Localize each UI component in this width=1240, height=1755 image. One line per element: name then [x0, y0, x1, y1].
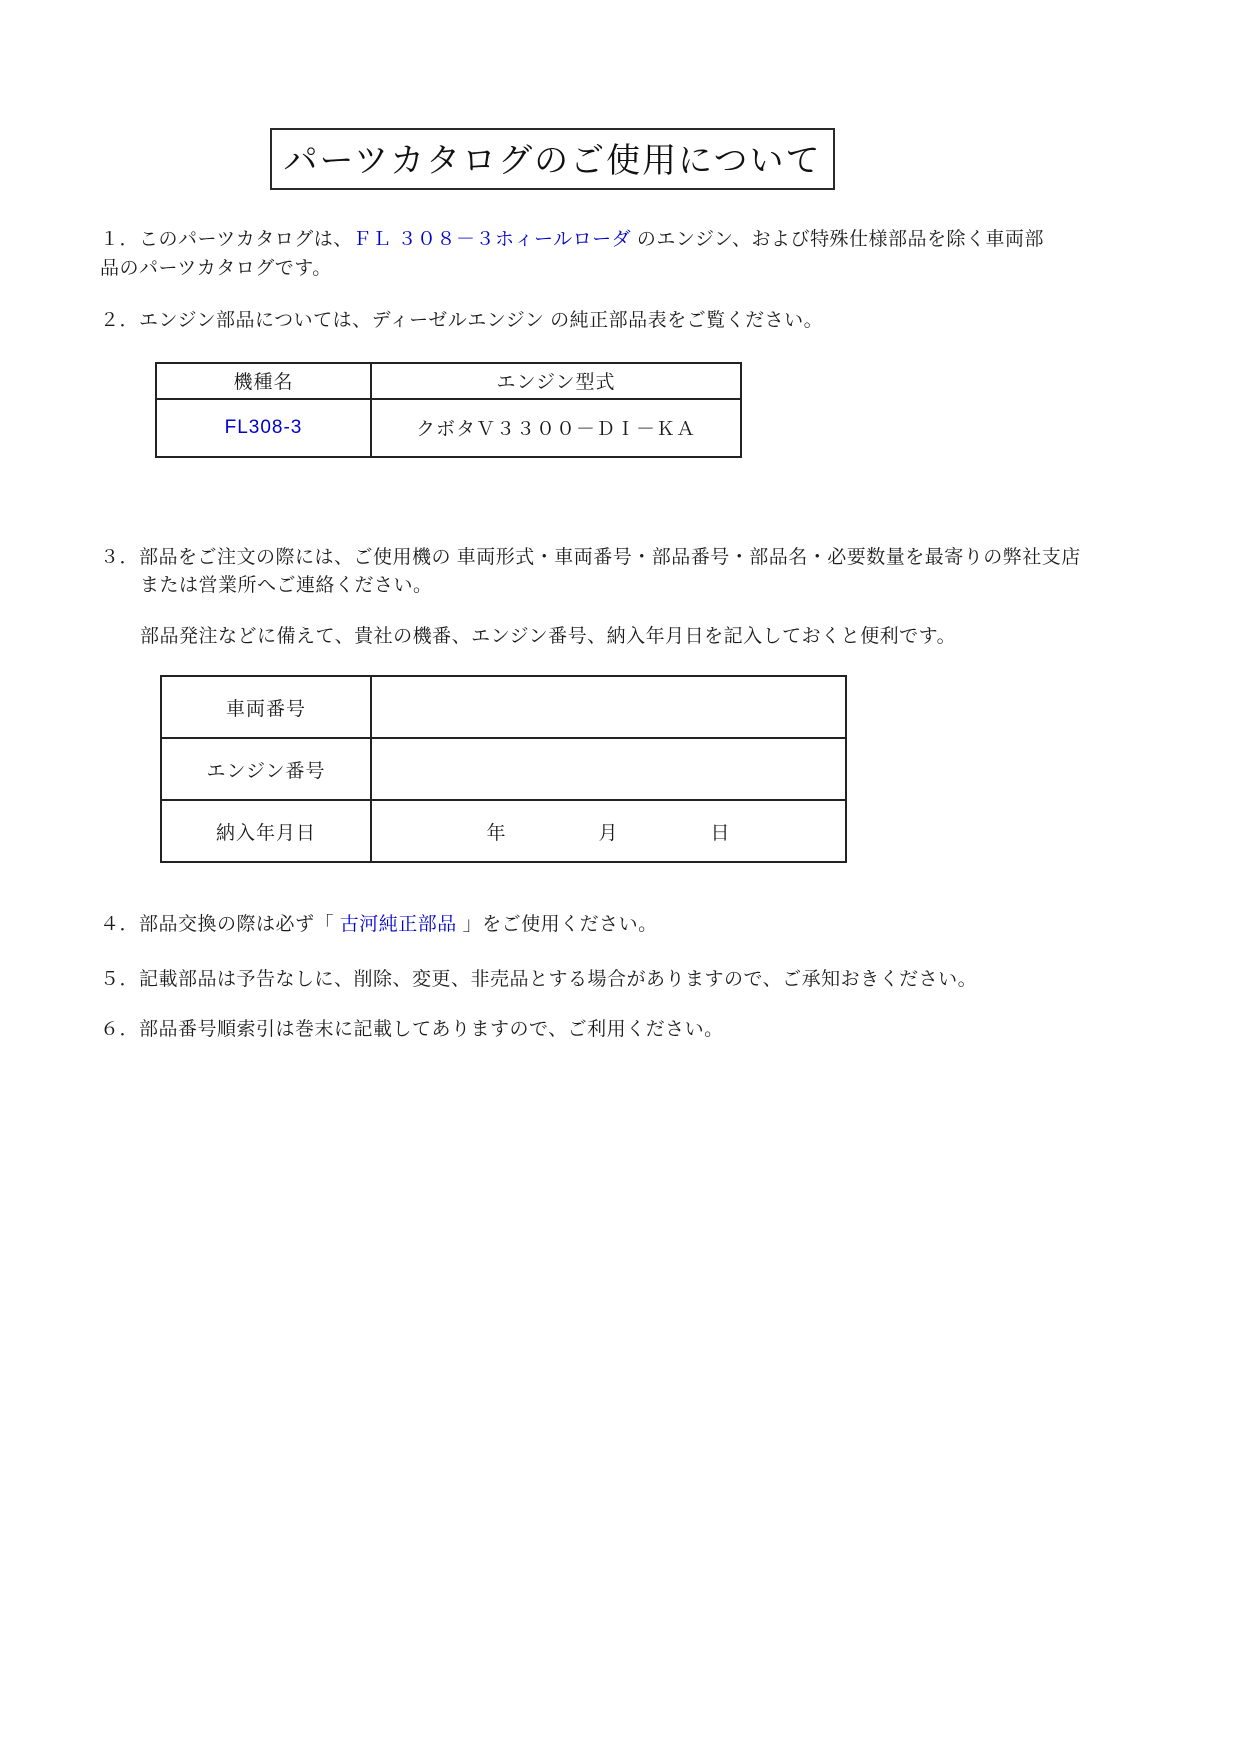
record-table-row-vehicle [161, 676, 846, 738]
engine-table-header-model: 機種名 [156, 363, 371, 399]
record-table [160, 675, 847, 863]
item-4-genuine-parts-name: 古河純正部品 [339, 914, 457, 935]
date-month-label: 月 [598, 822, 619, 844]
instruction-item-3: ３．部品をご注文の際には、ご使用機の 車両形式・車両番号・部品番号・部品名・必要数量を最寄りの弊社支店または営業所へご連絡ください。 [100, 546, 1081, 596]
engine-table-engine-cell: クボタＶ３３００－ＤＩ－ＫＡ [371, 399, 741, 457]
instruction-item-2: ２．エンジン部品については、ディーゼルエンジン の純正部品表をご覧ください。 [100, 310, 824, 331]
delivery-date-label: 納入年月日 [161, 800, 371, 862]
vehicle-number-label: 車両番号 [161, 676, 371, 738]
instruction-item-1 [100, 226, 1050, 283]
item-4-text-post: 」をご使用ください。 [456, 914, 658, 935]
delivery-date-placeholders [372, 818, 845, 845]
vehicle-number-field [371, 676, 846, 738]
engine-table-header-row [156, 363, 741, 399]
delivery-date-field [371, 800, 846, 862]
item-1-text-pre: １．このパーツカタログは、 [100, 229, 353, 250]
page-title-text: パーツカタログのご使用について [283, 142, 822, 180]
instruction-item-5: ５．記載部品は予告なしに、削除、変更、非売品とする場合がありますので、ご承知おきください。 [100, 968, 978, 990]
engine-number-field [371, 738, 846, 800]
record-table-row-delivery-date [161, 800, 846, 862]
instruction-item-6: ６．部品番号順索引は巻末に記載してありますので、ご利用ください。 [100, 1019, 724, 1040]
date-year-label: 年 [486, 822, 507, 844]
title-row [100, 128, 1005, 190]
engine-table-data-row [156, 399, 741, 457]
engine-number-label: エンジン番号 [161, 738, 371, 800]
date-day-label: 日 [710, 822, 731, 844]
instruction-item-3-note: 部品発注などに備えて、貴社の機番、エンジン番号、納入年月日を記入しておくと便利です。 [140, 625, 957, 647]
engine-table-header-engine-type: エンジン型式 [371, 363, 741, 399]
instruction-item-4 [100, 911, 1140, 940]
item-1-text-post: のエンジン、および特殊仕様部品を除く車両部品のパーツカタログです。 [100, 229, 1044, 279]
item-4-text-pre: ４．部品交換の際は必ず「 [100, 914, 340, 935]
engine-table-model-cell: FL308-3 [156, 399, 371, 457]
item-1-model-name: ＦＬ ３０８－３ホィールローダ [352, 229, 632, 250]
page-title [270, 128, 836, 190]
engine-model-table [155, 362, 742, 458]
record-table-row-engine [161, 738, 846, 800]
